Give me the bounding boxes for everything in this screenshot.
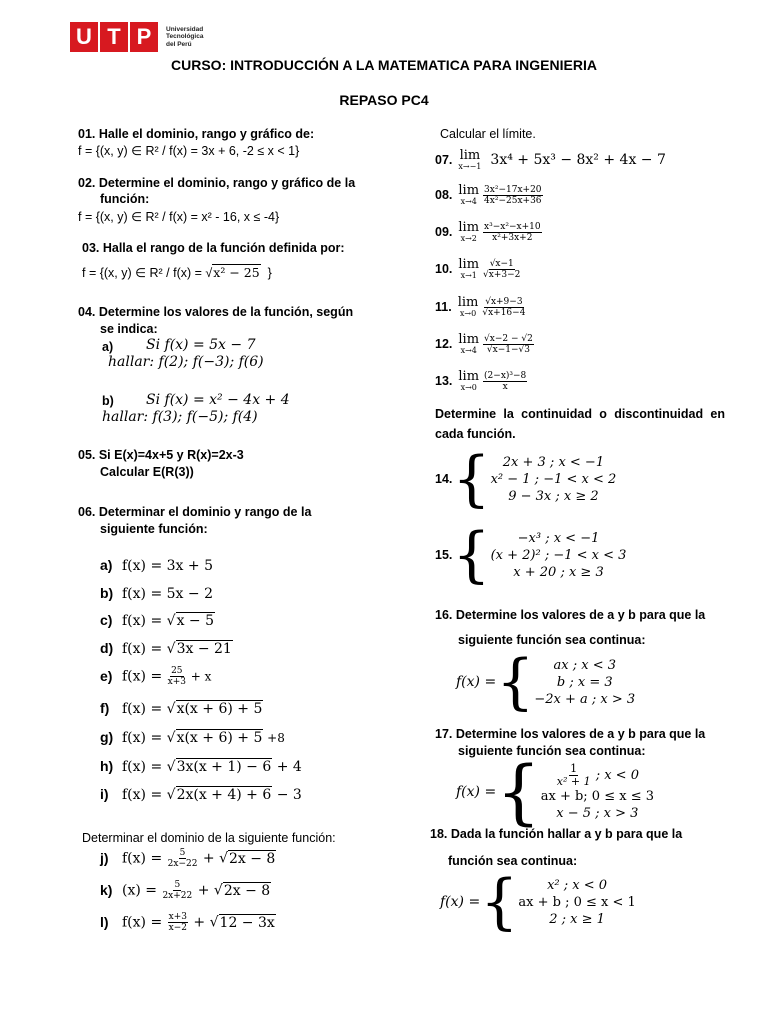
q06-item-f: f) f(x) = √x(x + 6) + 5	[100, 700, 263, 717]
limit-fraction	[482, 297, 525, 318]
limit-10	[435, 259, 521, 280]
item-fraction	[168, 666, 186, 687]
exam-title: REPASO PC4	[339, 92, 429, 108]
limit-07	[435, 150, 666, 171]
limit-operator	[458, 297, 479, 318]
q04b-function: Si f(x) = x² − 4x + 4	[146, 392, 290, 408]
lim-sub: x→0	[459, 309, 477, 318]
limit-operator	[458, 222, 479, 243]
denominator: x²+3x+2	[492, 233, 533, 243]
item-radicand: x − 5	[176, 613, 214, 629]
lim-sub: x→1	[460, 271, 477, 280]
item-label: c)	[100, 612, 113, 628]
logo-line3: del Perú	[166, 40, 192, 48]
lim-sub: x→0	[460, 383, 477, 392]
limit-09	[435, 222, 543, 243]
item-plus: +	[198, 850, 220, 867]
piecewise-rows	[518, 877, 635, 928]
item-post: − 3	[272, 787, 302, 803]
item-radicand: 12 − 3x	[219, 914, 275, 931]
q18-title-2: función sea continua:	[448, 854, 578, 868]
item-fraction	[162, 880, 192, 901]
denominator: 2x+22	[162, 891, 193, 901]
piecewise-rows	[491, 454, 617, 505]
lim-sub: x→−1	[458, 162, 482, 171]
course-title: CURSO: INTRODUCCIÓN A LA MATEMATICA PARA INGENIERIA	[171, 57, 597, 73]
logo-letter-t: T	[100, 22, 128, 52]
q17-title-1: 17. Determine los valores de a y b para que la	[435, 727, 706, 741]
item-label: d)	[100, 640, 114, 656]
logo-text	[166, 26, 203, 49]
continuity-title-1: Determine la continuidad o discontinuidad en	[435, 407, 725, 421]
item-label: b)	[100, 585, 114, 601]
item-radicand: 2x(x + 4) + 6	[176, 787, 272, 803]
piece-row: 2x + 3 ; x < −1	[502, 454, 605, 470]
left-brace: {	[480, 867, 519, 937]
q05-title: 05. Si E(x)=4x+5 y R(x)=2x-3	[78, 448, 244, 462]
item-plus: +	[188, 914, 210, 931]
piece-row: x − 5 ; x > 3	[556, 805, 639, 821]
piece-row: 9 − 3x ; x ≥ 2	[508, 488, 599, 504]
limit-number: 10.	[435, 262, 453, 276]
q05-calc: Calcular E(R(3))	[100, 465, 194, 479]
item-label: a)	[100, 557, 113, 573]
numerator: √x−1	[489, 259, 514, 269]
q04-title-2: se indica:	[100, 322, 158, 336]
numerator: √x+9−3	[485, 297, 523, 307]
piece-row: ax + b ; 0 ≤ x < 1	[518, 894, 636, 910]
piece-row: −2x + a ; x > 3	[534, 691, 636, 707]
limit-fraction	[483, 185, 542, 206]
piece-row: x + 20 ; x ≥ 3	[513, 564, 604, 580]
q18-function	[440, 867, 636, 937]
limit-operator	[458, 371, 479, 392]
logo-letter-u: U	[70, 22, 98, 52]
piecewise-rows	[534, 657, 635, 708]
item-j: j) f(x) = $\frac{5}{2x-22}$ + √2x − 8	[100, 848, 276, 869]
lim-word: lim	[458, 369, 480, 384]
q18-title-1: 18. Dada la función hallar a y b para que la	[430, 827, 683, 841]
function-lhs: f(x) =	[440, 894, 481, 910]
lim-word: lim	[458, 332, 480, 347]
limit-operator	[458, 185, 479, 206]
left-brace: {	[452, 520, 491, 590]
numerator: 1	[570, 761, 578, 775]
lim-sub: x→2	[460, 234, 477, 243]
lim-word: lim	[458, 257, 480, 272]
limit-12	[435, 334, 535, 355]
lim-sub: x→4	[460, 197, 477, 206]
item-expr: f(x) =	[122, 914, 167, 931]
item-l: l) f(x) = $\frac{x+3}{x-2}$ + √12 − 3x	[100, 912, 275, 933]
numerator: x³−x²−x+10	[484, 222, 541, 232]
numerator: √x−2 − √2	[484, 334, 533, 344]
item-radicand: 2x − 8	[229, 850, 276, 867]
piecewise-rows	[491, 530, 627, 581]
limit-number: 07.	[435, 153, 453, 167]
item-expr: f(x) =	[122, 730, 167, 746]
item-expr: f(x) =	[122, 641, 167, 657]
limit-fraction	[483, 222, 542, 243]
denominator: 4x²−25x+36	[484, 196, 542, 206]
logo-line1: Universidad	[166, 25, 204, 33]
row-fraction	[557, 763, 591, 788]
limit-expr: 3x⁴ + 5x³ − 8x² + 4x − 7	[490, 152, 666, 168]
limit-13	[435, 371, 528, 392]
item-radicand: 3x − 21	[176, 641, 232, 657]
q06-item-i: i) f(x) = √2x(x + 4) + 6 − 3	[100, 786, 302, 803]
problem-number: 15.	[435, 547, 453, 562]
piece-row: x² − 1 ; −1 < x < 2	[490, 471, 617, 487]
continuity-title-2: cada función.	[435, 427, 516, 441]
denominator: √x+16−4	[482, 308, 526, 318]
piece-row	[556, 763, 639, 788]
item-k: k) (x) = $\frac{5}{2x+22}$ + √2x − 8	[100, 880, 271, 901]
limit-operator	[458, 150, 481, 171]
q06-item-g: g) f(x) = √x(x + 6) + 5 +8	[100, 729, 285, 746]
limit-title: Calcular el límite.	[440, 127, 536, 141]
denominator: x−2	[168, 923, 187, 933]
q06-item-b	[100, 585, 213, 602]
q06-item-e	[100, 666, 211, 687]
limit-operator	[458, 334, 479, 355]
limit-fraction	[483, 334, 534, 355]
limit-operator	[458, 259, 479, 280]
limit-number: 13.	[435, 374, 453, 388]
row-condition: ; x < 0	[591, 767, 639, 783]
q03-fn-prefix: f = {(x, y) ∈ R² / f(x) =	[82, 266, 206, 280]
item-expr: f(x) =	[122, 701, 167, 717]
q04b-label: b)	[102, 394, 114, 408]
item-expr: f(x) =	[122, 668, 167, 685]
piecewise-14	[435, 444, 617, 514]
item-radicand: 2x − 8	[223, 882, 271, 899]
lim-word: lim	[457, 295, 479, 310]
item-expr: f(x) = 3x + 5	[122, 558, 213, 574]
left-brace: {	[496, 647, 535, 717]
q17-title-2: siguiente función sea continua:	[458, 744, 646, 758]
piecewise-15	[435, 520, 627, 590]
q04b-find: hallar: f(3); f(−5); f(4)	[102, 409, 258, 425]
numerator: 3x²−17x+20	[484, 185, 542, 195]
denominator: x	[502, 382, 508, 392]
item-expr: (x) =	[122, 882, 162, 899]
lim-sub: x→4	[460, 346, 477, 355]
item-label: j)	[100, 849, 109, 866]
q03-function: f = {(x, y) ∈ R² / f(x) = √x² − 25 }	[82, 265, 272, 280]
item-post: +8	[263, 731, 285, 745]
numerator: x+3	[168, 912, 187, 922]
q04a-find: hallar: f(2); f(−3); f(6)	[108, 354, 264, 370]
q06-title-2: siguiente función:	[100, 522, 208, 536]
item-plus: +	[193, 882, 214, 899]
lim-word: lim	[458, 183, 480, 198]
q06-item-d: d) f(x) = √3x − 21	[100, 640, 232, 657]
q03-radicand: x² − 25	[213, 265, 260, 280]
item-expr: f(x) =	[122, 759, 167, 775]
piece-row: ax + b; 0 ≤ x ≤ 3	[540, 788, 654, 804]
piece-row: −x³ ; x < −1	[517, 530, 600, 546]
item-label: k)	[100, 881, 113, 898]
function-lhs: f(x) =	[456, 674, 497, 690]
q02-title-1: 02. Determine el dominio, rango y gráfico de la	[78, 176, 356, 190]
item-fraction	[168, 912, 188, 933]
item-label: h)	[100, 758, 114, 774]
item-expr: f(x) = 5x − 2	[122, 586, 213, 602]
denominator: x+3	[167, 677, 186, 687]
piece-row: b ; x = 3	[556, 674, 613, 690]
q03-title: 03. Halla el rango de la función definida por:	[82, 241, 345, 255]
numerator: 5	[174, 880, 181, 890]
function-lhs: f(x) =	[456, 784, 497, 800]
piece-row: 2 ; x ≥ 1	[549, 911, 605, 927]
numerator: 5	[179, 848, 186, 858]
item-label: i)	[100, 786, 109, 802]
piece-row: (x + 2)² ; −1 < x < 3	[490, 547, 627, 563]
piece-row: x² ; x < 0	[547, 877, 608, 893]
item-label: f)	[100, 700, 110, 716]
lim-word: lim	[458, 220, 480, 235]
limit-fraction	[483, 259, 520, 280]
item-expr: f(x) =	[122, 613, 167, 629]
limit-number: 09.	[435, 225, 453, 239]
q02-title-2: función:	[100, 192, 150, 206]
q01-title: 01. Halle el dominio, rango y gráfico de:	[78, 127, 315, 141]
piecewise-rows	[541, 763, 654, 822]
denominator: 2x−22	[167, 859, 198, 869]
denominator: x² + 1	[556, 774, 591, 788]
item-expr: f(x) =	[122, 787, 167, 803]
q06-item-c: c) f(x) = √x − 5	[100, 612, 214, 629]
item-radicand: 3x(x + 1) − 6	[176, 759, 272, 775]
limit-number: 11.	[435, 300, 452, 314]
q06-item-a	[100, 557, 213, 574]
item-label: g)	[100, 729, 114, 745]
item-fraction	[168, 848, 198, 869]
q06-item-h: h) f(x) = √3x(x + 1) − 6 + 4	[100, 758, 302, 775]
limit-08	[435, 185, 544, 206]
numerator: 25	[171, 666, 183, 676]
q03-fn-suffix: }	[267, 266, 272, 280]
domain-title: Determinar el dominio de la siguiente función:	[82, 831, 336, 845]
numerator: (2−x)³−8	[484, 371, 527, 381]
piece-row: ax ; x < 3	[553, 657, 617, 673]
limit-fraction	[483, 371, 527, 392]
problem-number: 14.	[435, 471, 453, 486]
q16-function	[456, 647, 636, 717]
utp-logo	[70, 22, 203, 52]
q06-title-1: 06. Determinar el dominio y rango de la	[78, 505, 312, 519]
q16-title-1: 16. Determine los valores de a y b para que la	[435, 608, 706, 622]
denominator: √x−1−√3	[486, 345, 530, 355]
q02-function: f = {(x, y) ∈ R² / f(x) = x² - 16, x ≤ -4}	[78, 210, 280, 224]
left-brace: {	[452, 444, 491, 514]
denominator: √x+3−2	[483, 270, 521, 280]
item-radicand: x(x + 6) + 5	[176, 730, 263, 746]
item-label: e)	[100, 667, 113, 684]
q01-function: f = {(x, y) ∈ R² / f(x) = 3x + 6, -2 ≤ x < 1}	[78, 144, 300, 158]
q16-title-2: siguiente función sea continua:	[458, 633, 646, 647]
limit-number: 12.	[435, 337, 453, 351]
item-post: + x	[186, 669, 212, 684]
limit-11	[435, 297, 526, 318]
q04-title-1: 04. Determine los valores de la función, según	[78, 305, 354, 319]
limit-number: 08.	[435, 188, 453, 202]
left-brace: {	[496, 751, 541, 833]
lim-word: lim	[459, 148, 481, 163]
item-radicand: x(x + 6) + 5	[176, 701, 263, 717]
q04a-function: Si f(x) = 5x − 7	[146, 337, 256, 353]
q04a-label: a)	[102, 340, 114, 354]
item-label: l)	[100, 913, 109, 930]
item-post: + 4	[272, 759, 302, 775]
logo-letter-p: P	[130, 22, 158, 52]
item-expr: f(x) =	[122, 850, 167, 867]
logo-line2: Tecnológica	[166, 33, 204, 41]
